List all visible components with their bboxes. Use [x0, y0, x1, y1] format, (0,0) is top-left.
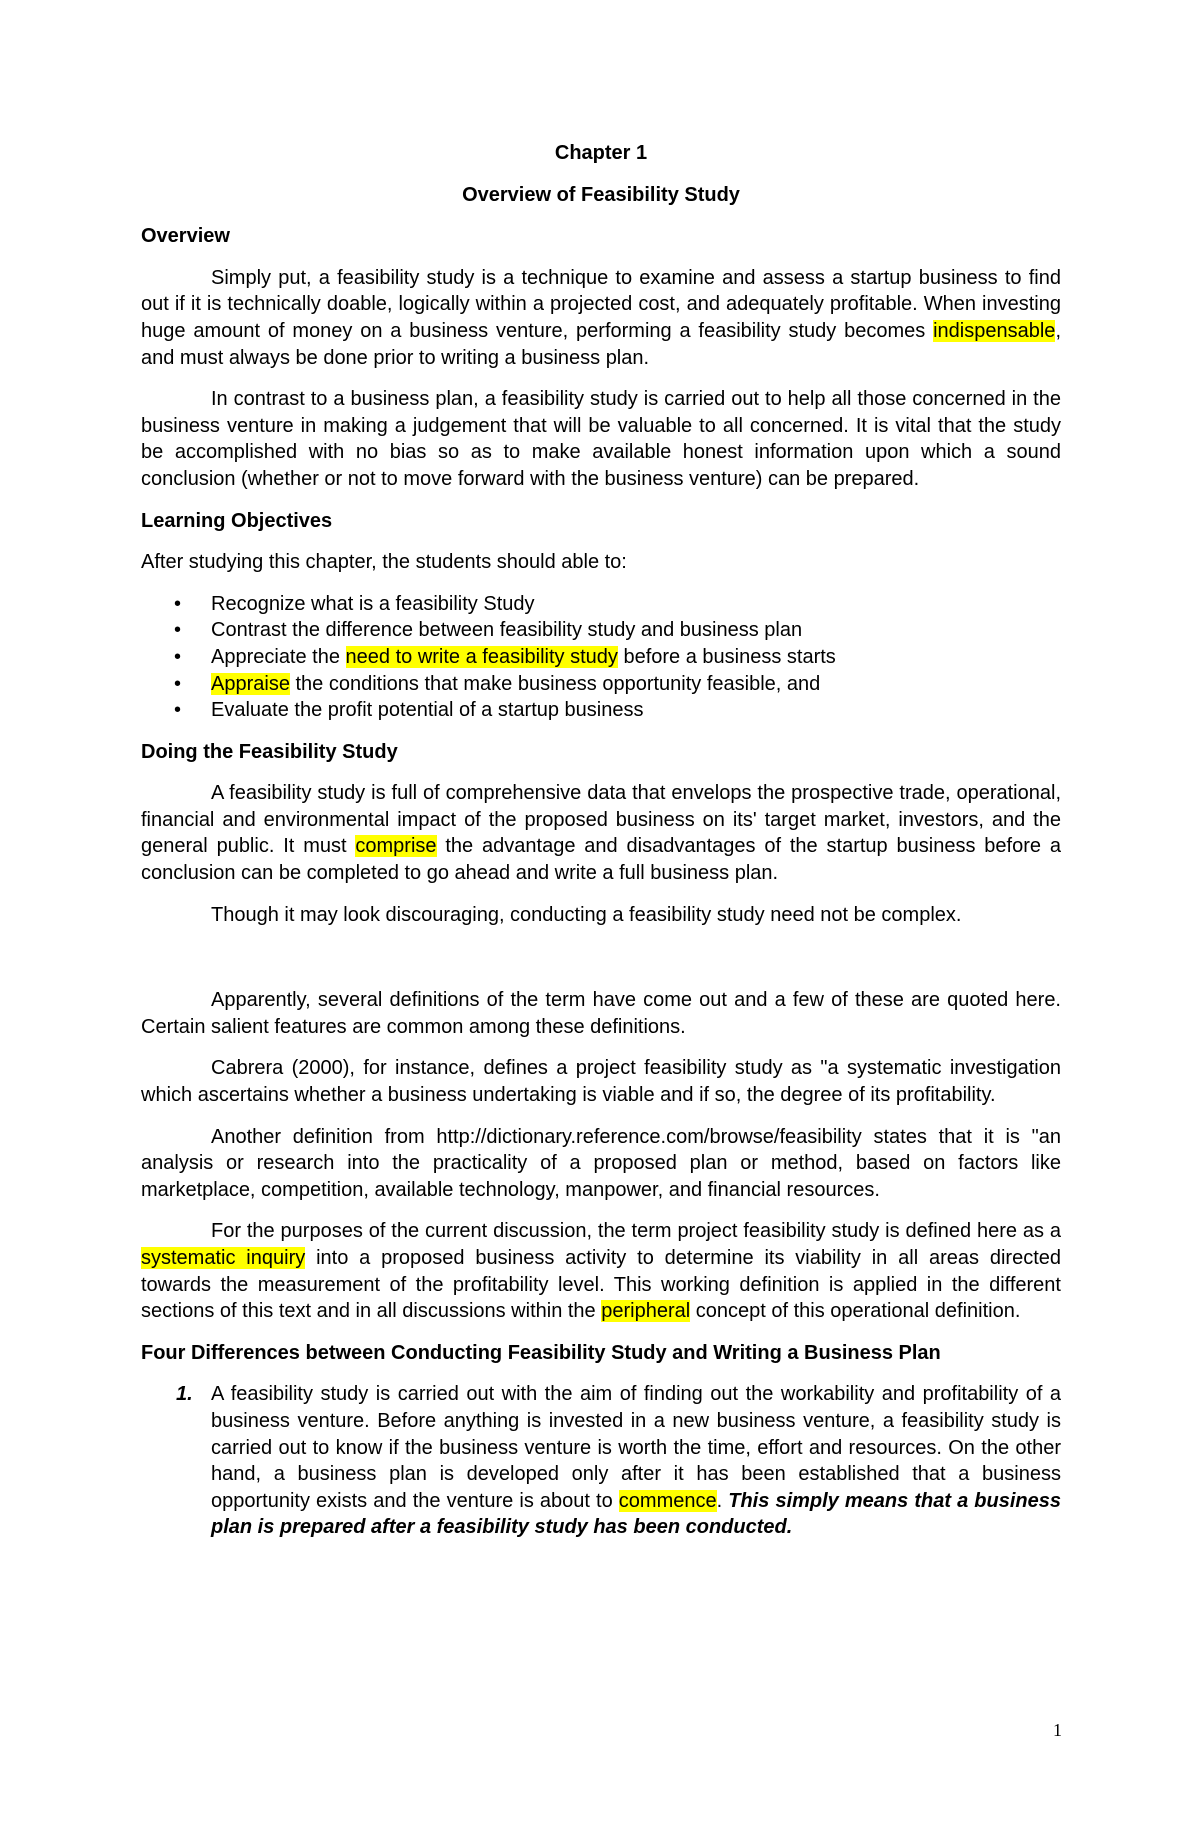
doing-paragraph-2: Though it may look discouraging, conducting a feasibility study need not be complex. [211, 903, 962, 926]
page-content [141, 140, 1061, 1541]
overview-paragraph-1 [141, 265, 1061, 371]
bullet-icon: • [174, 619, 182, 642]
doing-paragraph-6 [141, 1218, 1061, 1324]
list-item [141, 644, 1061, 671]
list-item-text: Evaluate the profit potential of a startup business [211, 699, 644, 722]
differences-heading: Four Differences between Conducting Feasibility Study and Writing a Business Plan [141, 1341, 941, 1364]
chapter-subtitle: Overview of Feasibility Study [462, 183, 740, 206]
bullet-icon: • [174, 672, 182, 695]
list-item-text: . [716, 1489, 729, 1512]
overview-paragraph-2: In contrast to a business plan, a feasibility study is carried out to help all those concerned in the business venture in making a judgement that will be valuable to all concerned. It is vital that the study be accomplished with no bias so as to make available honest information upon which a sound conclusion (whether or not to move forward with the business venture) can be prepared. [141, 388, 1061, 490]
list-item-text: Appreciate the [211, 645, 346, 668]
text-run: A feasibility study is full of comprehensive data that envelops the prospective trade, operational, financial and environmental impact of the proposed business on its' target market, investors, and the general public. It must [141, 782, 1061, 858]
list-item-text: Recognize what is a feasibility Study [211, 592, 535, 615]
text-run: For the purposes of the current discussion, the term project feasibility study is defined here as a [211, 1220, 1061, 1243]
list-number: 1. [176, 1383, 193, 1406]
objectives-list [141, 591, 1061, 724]
doing-paragraph-4: Cabrera (2000), for instance, defines a project feasibility study as "a systematic investigation which ascertains whether a business undertaking is viable and if so, the degree of its profitability. [141, 1057, 1061, 1107]
bullet-icon: • [174, 699, 182, 722]
doing-paragraph-1 [141, 780, 1061, 886]
highlight-need-to-write: need to write a feasibility study [345, 645, 618, 668]
chapter-title: Chapter 1 [554, 142, 648, 164]
list-item-text: Contrast the difference between feasibility study and business plan [211, 619, 803, 642]
doing-paragraph-3: Apparently, several definitions of the term have come out and a few of these are quoted here. Certain salient features are common among these definitions. [141, 989, 1061, 1038]
bullet-icon: • [174, 645, 182, 668]
list-item [141, 697, 1061, 724]
highlight-peripheral: peripheral [601, 1300, 691, 1323]
doing-heading: Doing the Feasibility Study [141, 740, 398, 763]
overview-heading: Overview [141, 225, 230, 248]
highlight-comprise: comprise [355, 835, 437, 858]
text-run: Simply put, a feasibility study is a technique to examine and assess a startup business to find out if it is technically doable, logically within a projected cost, and adequately profitable. When investing huge amount of money on a business venture, performing a feasibility study becomes [141, 266, 1061, 342]
list-item [141, 1381, 1061, 1541]
bullet-icon: • [174, 592, 182, 615]
text-run: into a proposed business activity to determine its viability in all areas directed towards the measurement of the profitability level. This working definition is applied in the different sections of this text and in all discussions within the [141, 1247, 1062, 1323]
text-run: concept of this operational definition. [690, 1300, 1021, 1323]
emphasis-text: This simply means that a business plan is prepared after a feasibility study has been conducted. [211, 1489, 1061, 1539]
objectives-intro: After studying this chapter, the students should able to: [141, 551, 627, 574]
page-number: 1 [1053, 1720, 1062, 1740]
list-item [141, 591, 1061, 618]
text-run: , and must always be done prior to writing a business plan. [141, 319, 1061, 369]
differences-list [141, 1381, 1061, 1541]
list-item [141, 671, 1061, 698]
highlight-appraise: Appraise [211, 672, 290, 695]
text-run: the advantage and disadvantages of the startup business before a conclusion can be completed to go ahead and write a full business plan. [141, 835, 1061, 885]
doing-paragraph-5: Another definition from http://dictionary.reference.com/browse/feasibility states that it is "an analysis or research into the practicality of a proposed plan or method, based on factors like marketplace, competition, available technology, manpower, and financial resources. [141, 1125, 1061, 1201]
list-item-text: before a business starts [617, 645, 836, 668]
list-item-text: the conditions that make business opportunity feasible, and [289, 672, 821, 695]
objectives-heading: Learning Objectives [141, 509, 333, 532]
highlight-indispensable: indispensable [933, 319, 1056, 342]
highlight-systematic-inquiry: systematic inquiry [141, 1247, 306, 1269]
list-item [141, 617, 1061, 644]
spacer [141, 943, 1061, 987]
list-item-text: A feasibility study is carried out with the aim of finding out the workability and profitability of a business venture. Before anything is invested in a new business venture, a feasibility study is carried out to know if the business venture is worth the time, effort and resources. On the other hand, a business plan is developed only after it has been established that a business opportunity exists and the venture is about to [211, 1383, 1061, 1512]
highlight-commence: commence [618, 1489, 717, 1512]
